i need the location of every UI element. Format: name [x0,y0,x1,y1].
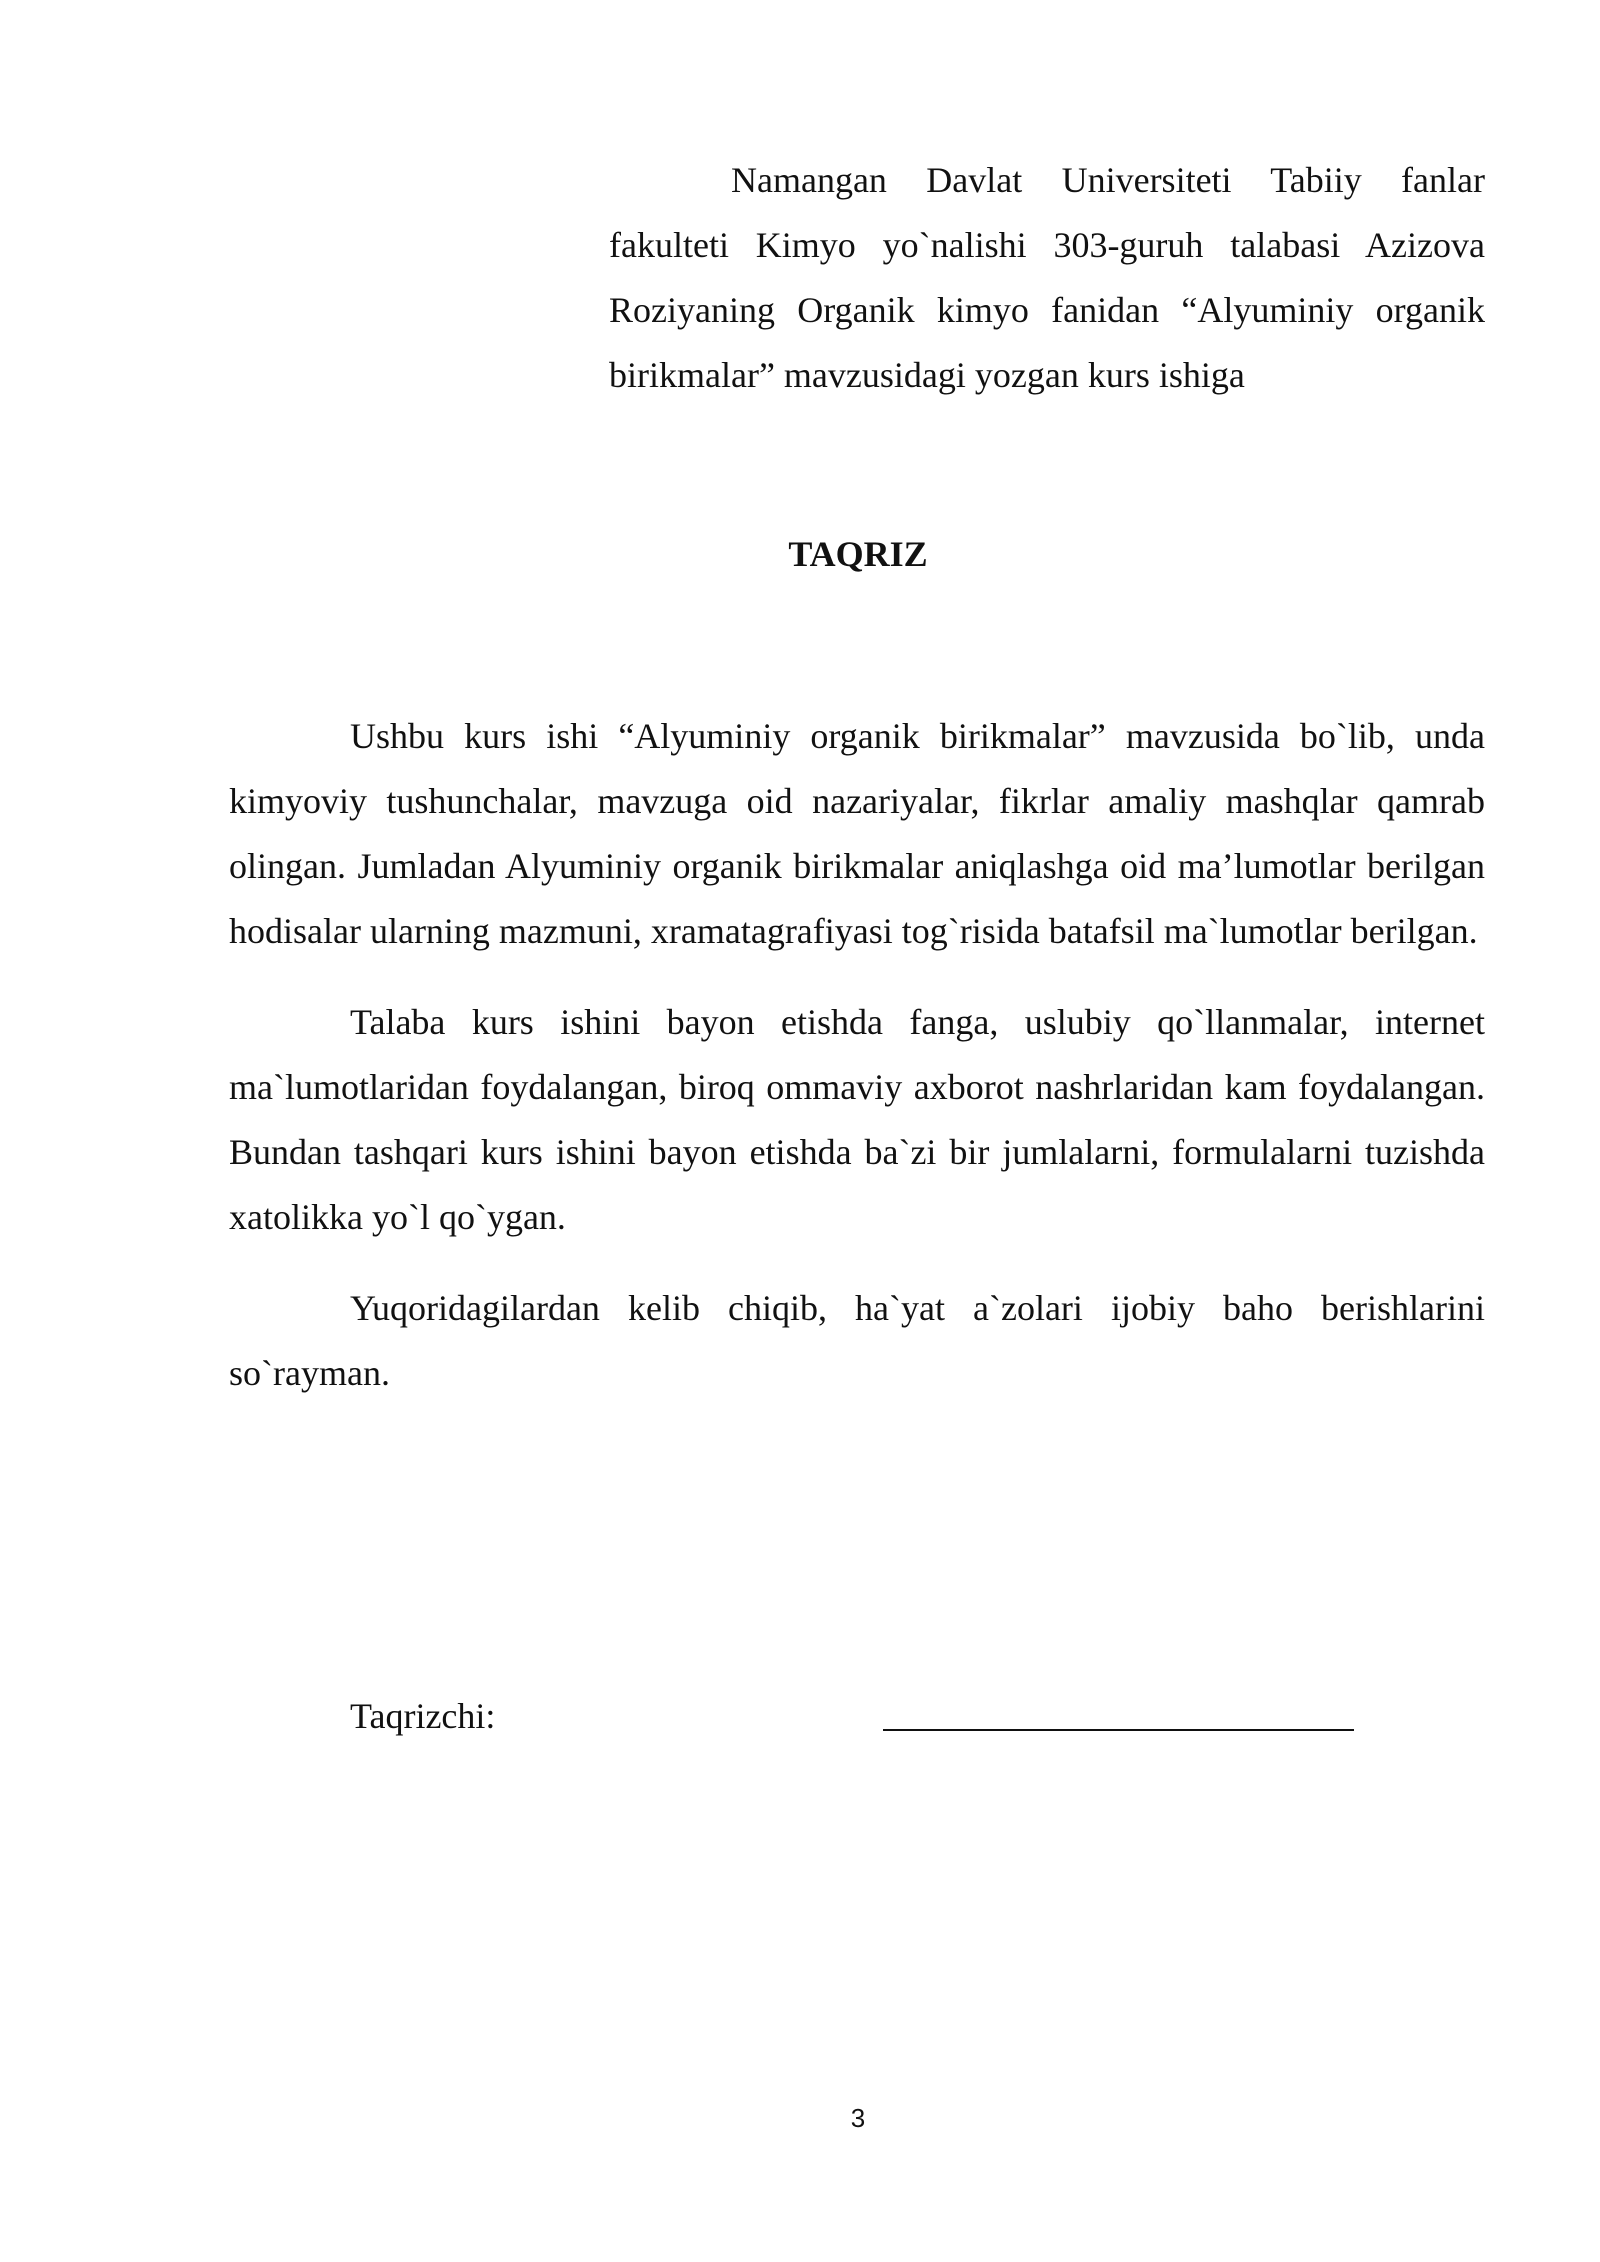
document-title: TAQRIZ [788,534,928,574]
review-body [229,704,1485,1432]
body-paragraph-1: Ushbu kurs ishi “Alyuminiy organik birikmalar” mavzusida bo`lib, unda kimyoviy tushunchalar, mavzuga oid nazariyalar, fikrlar amaliy mashqlar qamrab olingan. Jumladan Alyuminiy organik birikmalar aniqlashga oid ma’lumotlar berilgan hodisalar ularning mazmuni, xramatagrafiyasi tog`risida batafsil ma`lumotlar berilgan. [229,716,1485,951]
body-paragraph-2: Talaba kurs ishini bayon etishda fanga, uslubiy qo`llanmalar, internet ma`lumotlaridan foydalangan, biroq ommaviy axborot nashrlaridan kam foydalangan. Bundan tashqari kurs ishini bayon etishda ba`zi bir jumlalarni, formulalarni tuzishda xatolikka yo`l qo`ygan. [229,1002,1485,1237]
header-text: Namangan Davlat Universiteti Tabiiy fanlar fakulteti Kimyo yo`nalishi 303-guruh talabasi Azizova Roziyaning Organik kimyo fanidan “Alyuminiy organik birikmalar” mavzusidagi yozgan kurs ishiga [609,160,1485,395]
header-address [609,148,1485,408]
page-number: 3 [850,2103,866,2133]
signature-line [883,1729,1354,1731]
body-paragraph-3: Yuqoridagilardan kelib chiqib, ha`yat a`zolari ijobiy baho berishlarini so`rayman. [229,1288,1485,1393]
signature-label: Taqrizchi: [350,1696,496,1736]
